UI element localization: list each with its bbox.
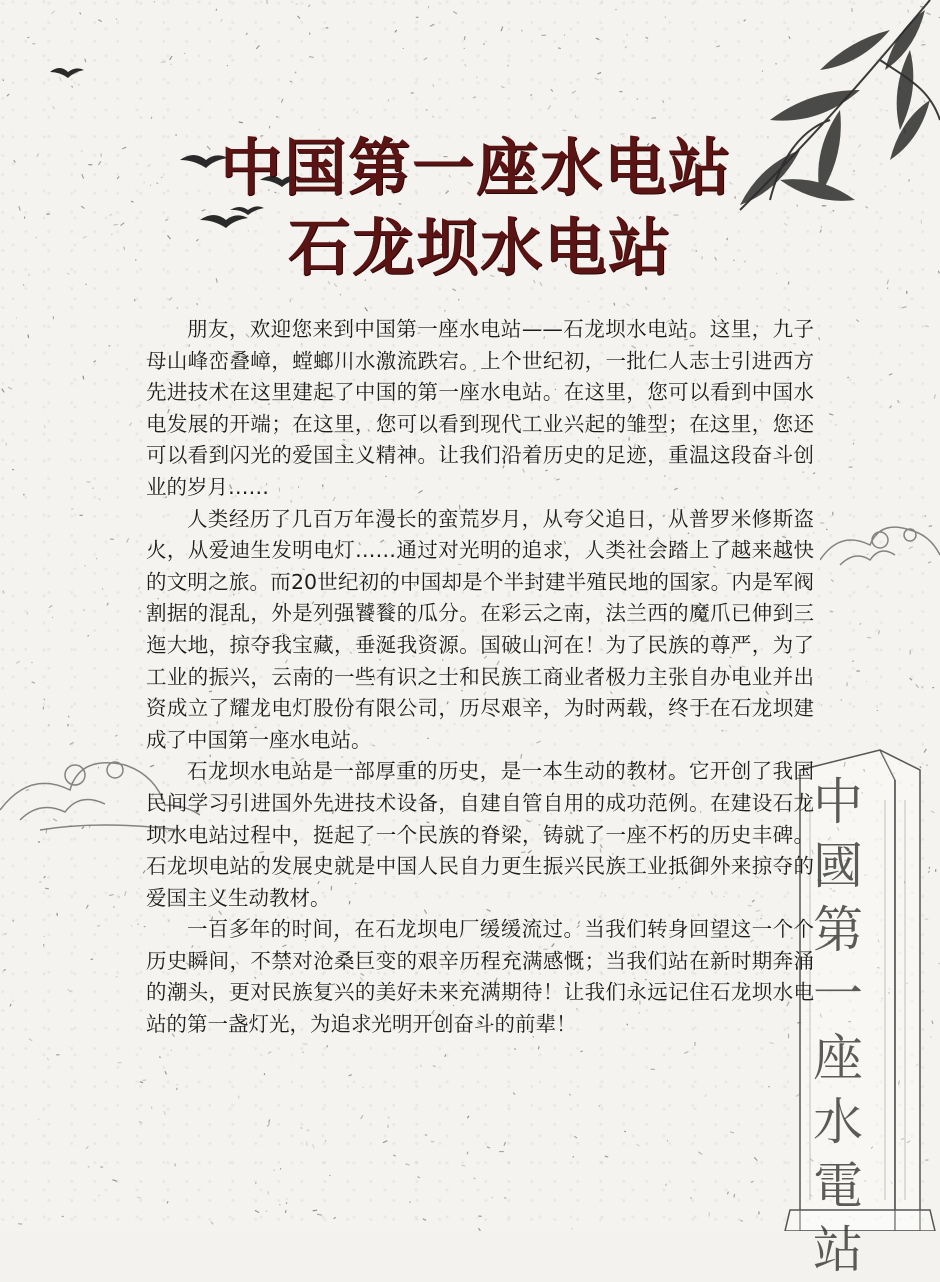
inscription-char: 站	[808, 1218, 868, 1282]
inscription-char: 座	[808, 1026, 868, 1090]
paragraph: 石龙坝水电站是一部厚重的历史，是一本生动的教材。它开创了我国民间学习引进国外先进技术设备，自建自管自用的成功范例。在建设石龙坝水电站过程中，挺起了一个民族的脊梁，铸就了一座不朽的历史丰碑。石龙坝电站的发展史就是中国人民自力更生振兴民族工业抵御外来掠夺的爱国主义生动教材。	[146, 756, 814, 914]
inscription-char: 水	[808, 1090, 868, 1154]
monument-inscription	[808, 770, 868, 1282]
paragraph: 一百多年的时间，在石龙坝电厂缓缓流过。当我们转身回望这一个个历史瞬间，不禁对沧桑巨变的艰辛历程充满感慨；当我们站在新时期奔涌的潮头，更对民族复兴的美好未来充满期待！让我们永远记住石龙坝水电站的第一盏灯光，为追求光明开创奋斗的前辈！	[146, 914, 814, 1040]
page-title: 中国第一座水电站	[6, 118, 940, 207]
article-body	[146, 314, 814, 1041]
page-subtitle: 石龙坝水电站	[10, 198, 940, 287]
cloud-ornament	[820, 500, 940, 590]
paragraph: 朋友，欢迎您来到中国第一座水电站——石龙坝水电站。这里，九子母山峰峦叠嶂，螳螂川水激流跌宕。上个世纪初，一批仁人志士引进西方先进技术在这里建起了中国的第一座水电站。在这里，您可以看到中国水电发展的开端；在这里，您可以看到现代工业兴起的雏型；在这里，您还可以看到闪光的爱国主义精神。让我们沿着历史的足迹，重温这段奋斗创业的岁月……	[146, 314, 814, 504]
inscription-char: 一	[808, 962, 868, 1026]
inscription-char: 第	[808, 898, 868, 962]
inscription-char: 中	[808, 770, 868, 834]
inscription-char: 電	[808, 1154, 868, 1218]
paragraph: 人类经历了几百万年漫长的蛮荒岁月，从夸父追日，从普罗米修斯盗火，从爱迪生发明电灯……通过对光明的追求，人类社会踏上了越来越快的文明之旅。而20世纪初的中国却是个半封建半殖民地的国家。内是军阀割据的混乱，外是列强饕餮的瓜分。在彩云之南，法兰西的魔爪已伸到三迤大地，掠夺我宝藏，垂涎我资源。国破山河在！为了民族的尊严，为了工业的振兴，云南的一些有识之士和民族工商业者极力主张自办电业并出资成立了耀龙电灯股份有限公司，历尽艰辛，为时两载，终于在石龙坝建成了中国第一座水电站。	[146, 504, 814, 757]
inscription-char: 國	[808, 834, 868, 898]
